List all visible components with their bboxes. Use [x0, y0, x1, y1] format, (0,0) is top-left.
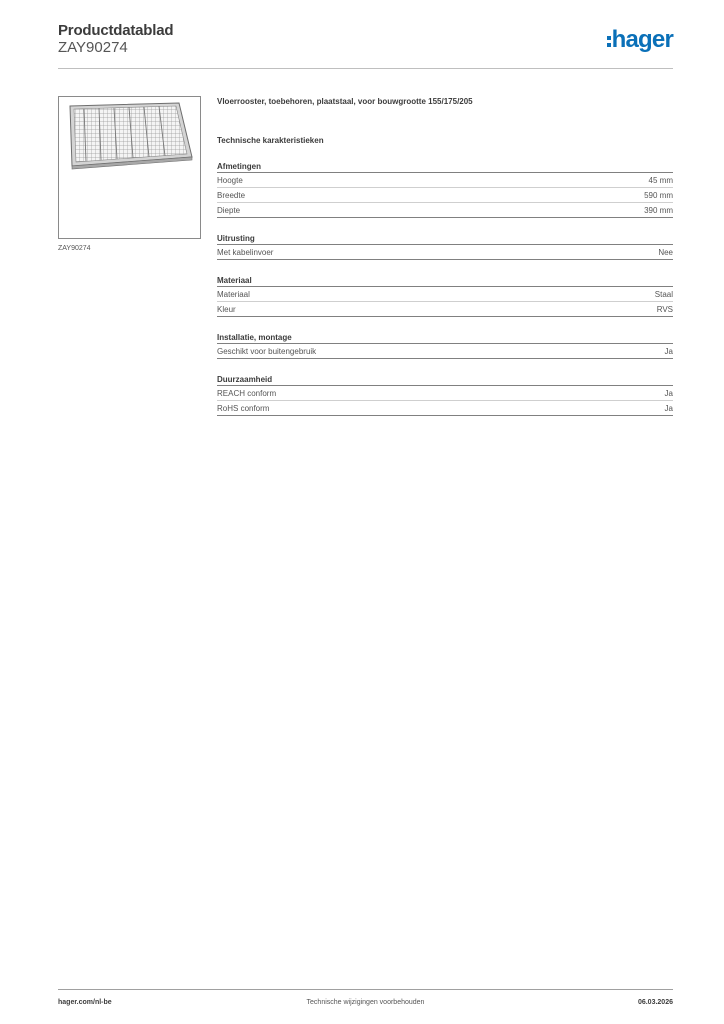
- floor-grate-picture: [59, 97, 200, 238]
- spec-value: Staal: [654, 290, 673, 299]
- spec-label: REACH conform: [217, 389, 277, 398]
- spec-value: 45 mm: [648, 176, 673, 185]
- spec-value: Ja: [664, 389, 673, 398]
- spec-label: Materiaal: [217, 290, 250, 299]
- spec-label: Diepte: [217, 206, 241, 215]
- page-header: [58, 21, 673, 69]
- logo-dots-icon: [607, 36, 611, 47]
- spec-row: [217, 344, 673, 359]
- spec-value: 590 mm: [644, 191, 673, 200]
- footer-url: hager.com/nl-be: [58, 999, 112, 1006]
- spec-label: RoHS conform: [217, 404, 270, 413]
- spec-value: 390 mm: [644, 206, 673, 215]
- hager-logo: [607, 25, 673, 55]
- spec-row: [217, 302, 673, 317]
- spec-group-rows: [217, 173, 673, 218]
- spec-group-title: Afmetingen: [217, 161, 673, 173]
- footer-date: 06.03.2026: [637, 999, 673, 1006]
- spec-label: Kleur: [217, 305, 236, 314]
- spec-row: [217, 386, 673, 401]
- spec-value: Ja: [664, 347, 673, 356]
- spec-row: [217, 245, 673, 260]
- document-title: Productdatablad: [58, 22, 174, 39]
- spec-row: [217, 188, 673, 203]
- spec-row: [217, 401, 673, 416]
- footer-note: Technische wijzigingen voorbehouden: [306, 999, 425, 1006]
- spec-label: Met kabelinvoer: [217, 248, 274, 257]
- spec-content: [217, 96, 673, 416]
- spec-value: Ja: [664, 404, 673, 413]
- spec-groups: [217, 161, 673, 416]
- image-caption: ZAY90274: [58, 245, 91, 252]
- spec-group-rows: [217, 386, 673, 416]
- tech-characteristics-title: Technische karakteristieken: [217, 136, 324, 145]
- spec-group-title: Installatie, montage: [217, 332, 673, 344]
- spec-label: Hoogte: [217, 176, 243, 185]
- page-footer: [58, 989, 673, 1009]
- spec-group-title: Uitrusting: [217, 233, 673, 245]
- spec-group-rows: [217, 344, 673, 359]
- spec-group-title: Materiaal: [217, 275, 673, 287]
- spec-group-title: Duurzaamheid: [217, 374, 673, 386]
- product-description: Vloerrooster, toebehoren, plaatstaal, voor bouwgrootte 155/175/205: [217, 97, 473, 106]
- spec-label: Breedte: [217, 191, 246, 200]
- spec-group-rows: [217, 287, 673, 317]
- spec-row: [217, 203, 673, 218]
- product-image: [58, 96, 201, 239]
- product-code: ZAY90274: [58, 39, 128, 56]
- spec-row: [217, 287, 673, 302]
- spec-group-rows: [217, 245, 673, 260]
- spec-value: RVS: [656, 305, 673, 314]
- logo-text: hager: [611, 26, 673, 53]
- spec-label: Geschikt voor buitengebruik: [217, 347, 317, 356]
- spec-value: Nee: [658, 248, 673, 257]
- spec-row: [217, 173, 673, 188]
